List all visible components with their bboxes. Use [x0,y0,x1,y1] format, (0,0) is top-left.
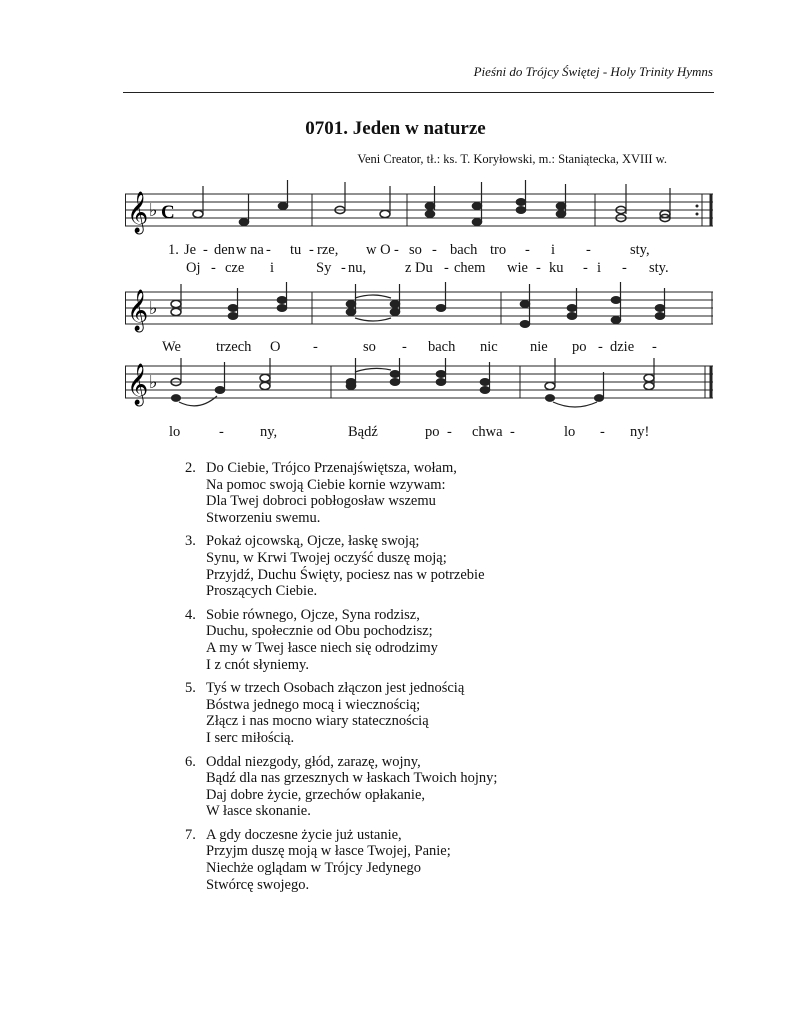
lyric-syllable: wie [507,260,528,276]
verse-line: Sobie równego, Ojcze, Syna rodzisz, [206,606,420,623]
lyric-syllable: - [510,424,515,440]
header-rule [123,92,714,93]
verse-number: 7. [185,826,196,843]
verse-line: W łasce skonanie. [206,803,311,820]
lyric-syllable: - [341,260,346,276]
lyric-syllable: - [266,242,271,258]
lyric-syllable: so [409,242,422,258]
verse-line: Niechże oglądam w Trójcy Jedynego [206,860,422,877]
hymn-title: 0701. Jeden w naturze [305,118,486,139]
lyric-syllable: - [402,339,407,355]
verse-line: Przyjdź, Duchu Święty, pociesz nas w potrzebie [206,566,485,583]
time-signature: C [161,202,175,223]
flat-sign: ♭ [149,298,158,318]
lyric-syllable: tro [490,242,507,258]
lyric-syllable: We [162,339,181,355]
lyric-syllable: den [214,242,235,258]
verse-number: 5. [185,680,196,697]
treble-clef-icon: 𝄞 [127,192,149,233]
verse-2 [185,460,497,526]
lyric-syllable: - [600,424,605,440]
verse-line: A my w Twej łasce niech się odrodzimy [206,639,438,656]
lyric-syllable: z Du [405,260,433,276]
lyric-syllable: - [622,260,627,276]
verse-5 [185,680,497,746]
verse-line: Daj dobre życie, grzechów opłakanie, [206,786,426,803]
verse-line: Pokaż ojcowską, Ojcze, łaskę swoją; [206,533,420,550]
lyric-syllable: nie [530,339,548,355]
verse-line: Bóstwa jednego mocą i wiecznością; [206,696,421,713]
lyric-syllable: po [572,339,587,355]
lyric-syllable: - [313,339,318,355]
lyric-syllable: - [652,339,657,355]
lyric-syllable: - [586,242,591,258]
staff-system-1 [125,180,715,236]
verse-6 [185,754,497,820]
lyric-syllable: - [432,242,437,258]
verse-line: Duchu, społecznie od Obu pochodzisz; [206,623,433,640]
running-header: Pieśni do Trójcy Świętej - Holy Trinity Hymns [473,64,713,79]
lyric-syllable: trzech [216,339,252,355]
lyric-syllable: 1. [168,242,179,258]
verse-line: Tyś w trzech Osobach złączon jest jednością [206,680,465,697]
verse-line: Oddal niezgody, głód, zarazę, wojny, [206,753,421,770]
lyric-syllable: Oj [186,260,201,276]
lyric-syllable: bach [450,242,478,258]
verse-line: Synu, w Krwi Twojej oczyść duszę moją; [206,549,447,566]
staff-system-2 [125,282,715,338]
treble-clef-icon: 𝄞 [127,290,149,331]
lyric-syllable: sty, [630,242,650,258]
lyric-syllable: po [425,424,440,440]
verse-line: Do Ciebie, Trójco Przenajświętsza, wołam, [206,460,457,476]
verse-line: Stwórcę swojego. [206,876,310,893]
lyric-syllable: dzie [610,339,635,355]
lyric-syllable: w O [366,242,391,258]
lyric-syllable: cze [225,260,245,276]
lyric-syllable: i [551,242,556,258]
lyric-syllable: - [598,339,603,355]
lyric-syllable: bach [428,339,456,355]
lyric-syllable: Sy [316,260,332,276]
verse-line: Dla Twej dobroci pobłogosław wszemu [206,493,436,510]
verse-number: 3. [185,533,196,550]
hymn-credit: Veni Creator, tł.: ks. T. Koryłowski, m.: Staniątecka, XVIII w. [357,152,667,166]
lyric-syllable: O [270,339,281,355]
lyric-syllable: - [444,260,449,276]
verse-line: I z cnót słyniemy. [206,656,309,673]
lyric-syllable: w na [236,242,264,258]
flat-sign: ♭ [149,200,158,220]
treble-clef-icon: 𝄞 [127,364,149,405]
lyric-syllable: - [203,242,208,258]
verse-number: 2. [185,460,196,476]
verse-line: Bądź dla nas grzesznych w łaskach Twoich hojny; [206,770,498,787]
lyric-syllable: - [525,242,530,258]
lyric-syllable: - [394,242,399,258]
lyric-syllable: lo [564,424,576,440]
lyric-syllable: i [597,260,602,276]
lyric-syllable: - [447,424,452,440]
lyric-syllable: sty. [649,260,669,276]
lyric-syllable: ku [549,260,564,276]
lyric-syllable: i [270,260,275,276]
lyric-syllable: ny, [260,424,278,440]
verse-number: 6. [185,753,196,770]
lyric-syllable: - [309,242,314,258]
lyric-syllable: tu [290,242,302,258]
lyric-syllable: - [536,260,541,276]
verses-block [185,460,497,900]
lyric-syllable: nu, [348,260,367,276]
verse-line: Proszących Ciebie. [206,583,318,600]
verse-line: Przyjm duszę moją w łasce Twojej, Panie; [206,843,451,860]
lyric-syllable: rze, [317,242,339,258]
lyric-syllable: - [583,260,588,276]
lyric-syllable: lo [169,424,181,440]
verse-7 [185,827,497,893]
lyric-syllable: Je [184,242,197,258]
verse-line: Stworzeniu swemu. [206,509,321,526]
lyric-syllable: - [219,424,224,440]
verse-number: 4. [185,606,196,623]
staff-system-3 [125,358,715,414]
lyric-syllable: chwa [472,424,503,440]
lyric-syllable: so [363,339,376,355]
lyric-syllable: chem [454,260,486,276]
verse-3 [185,533,497,599]
verse-line: Złącz i nas mocno wiary statecznością [206,713,429,730]
verse-line: A gdy doczesne życie już ustanie, [206,826,402,843]
lyric-syllable: nic [480,339,498,355]
verse-line: Na pomoc swoją Ciebie kornie wzywam: [206,476,446,493]
verse-4 [185,607,497,673]
lyric-syllable: Bądź [348,424,378,440]
lyric-syllable: ny! [630,424,650,440]
lyric-syllable: - [211,260,216,276]
verse-line: I serc miłością. [206,729,295,746]
flat-sign: ♭ [149,372,158,392]
